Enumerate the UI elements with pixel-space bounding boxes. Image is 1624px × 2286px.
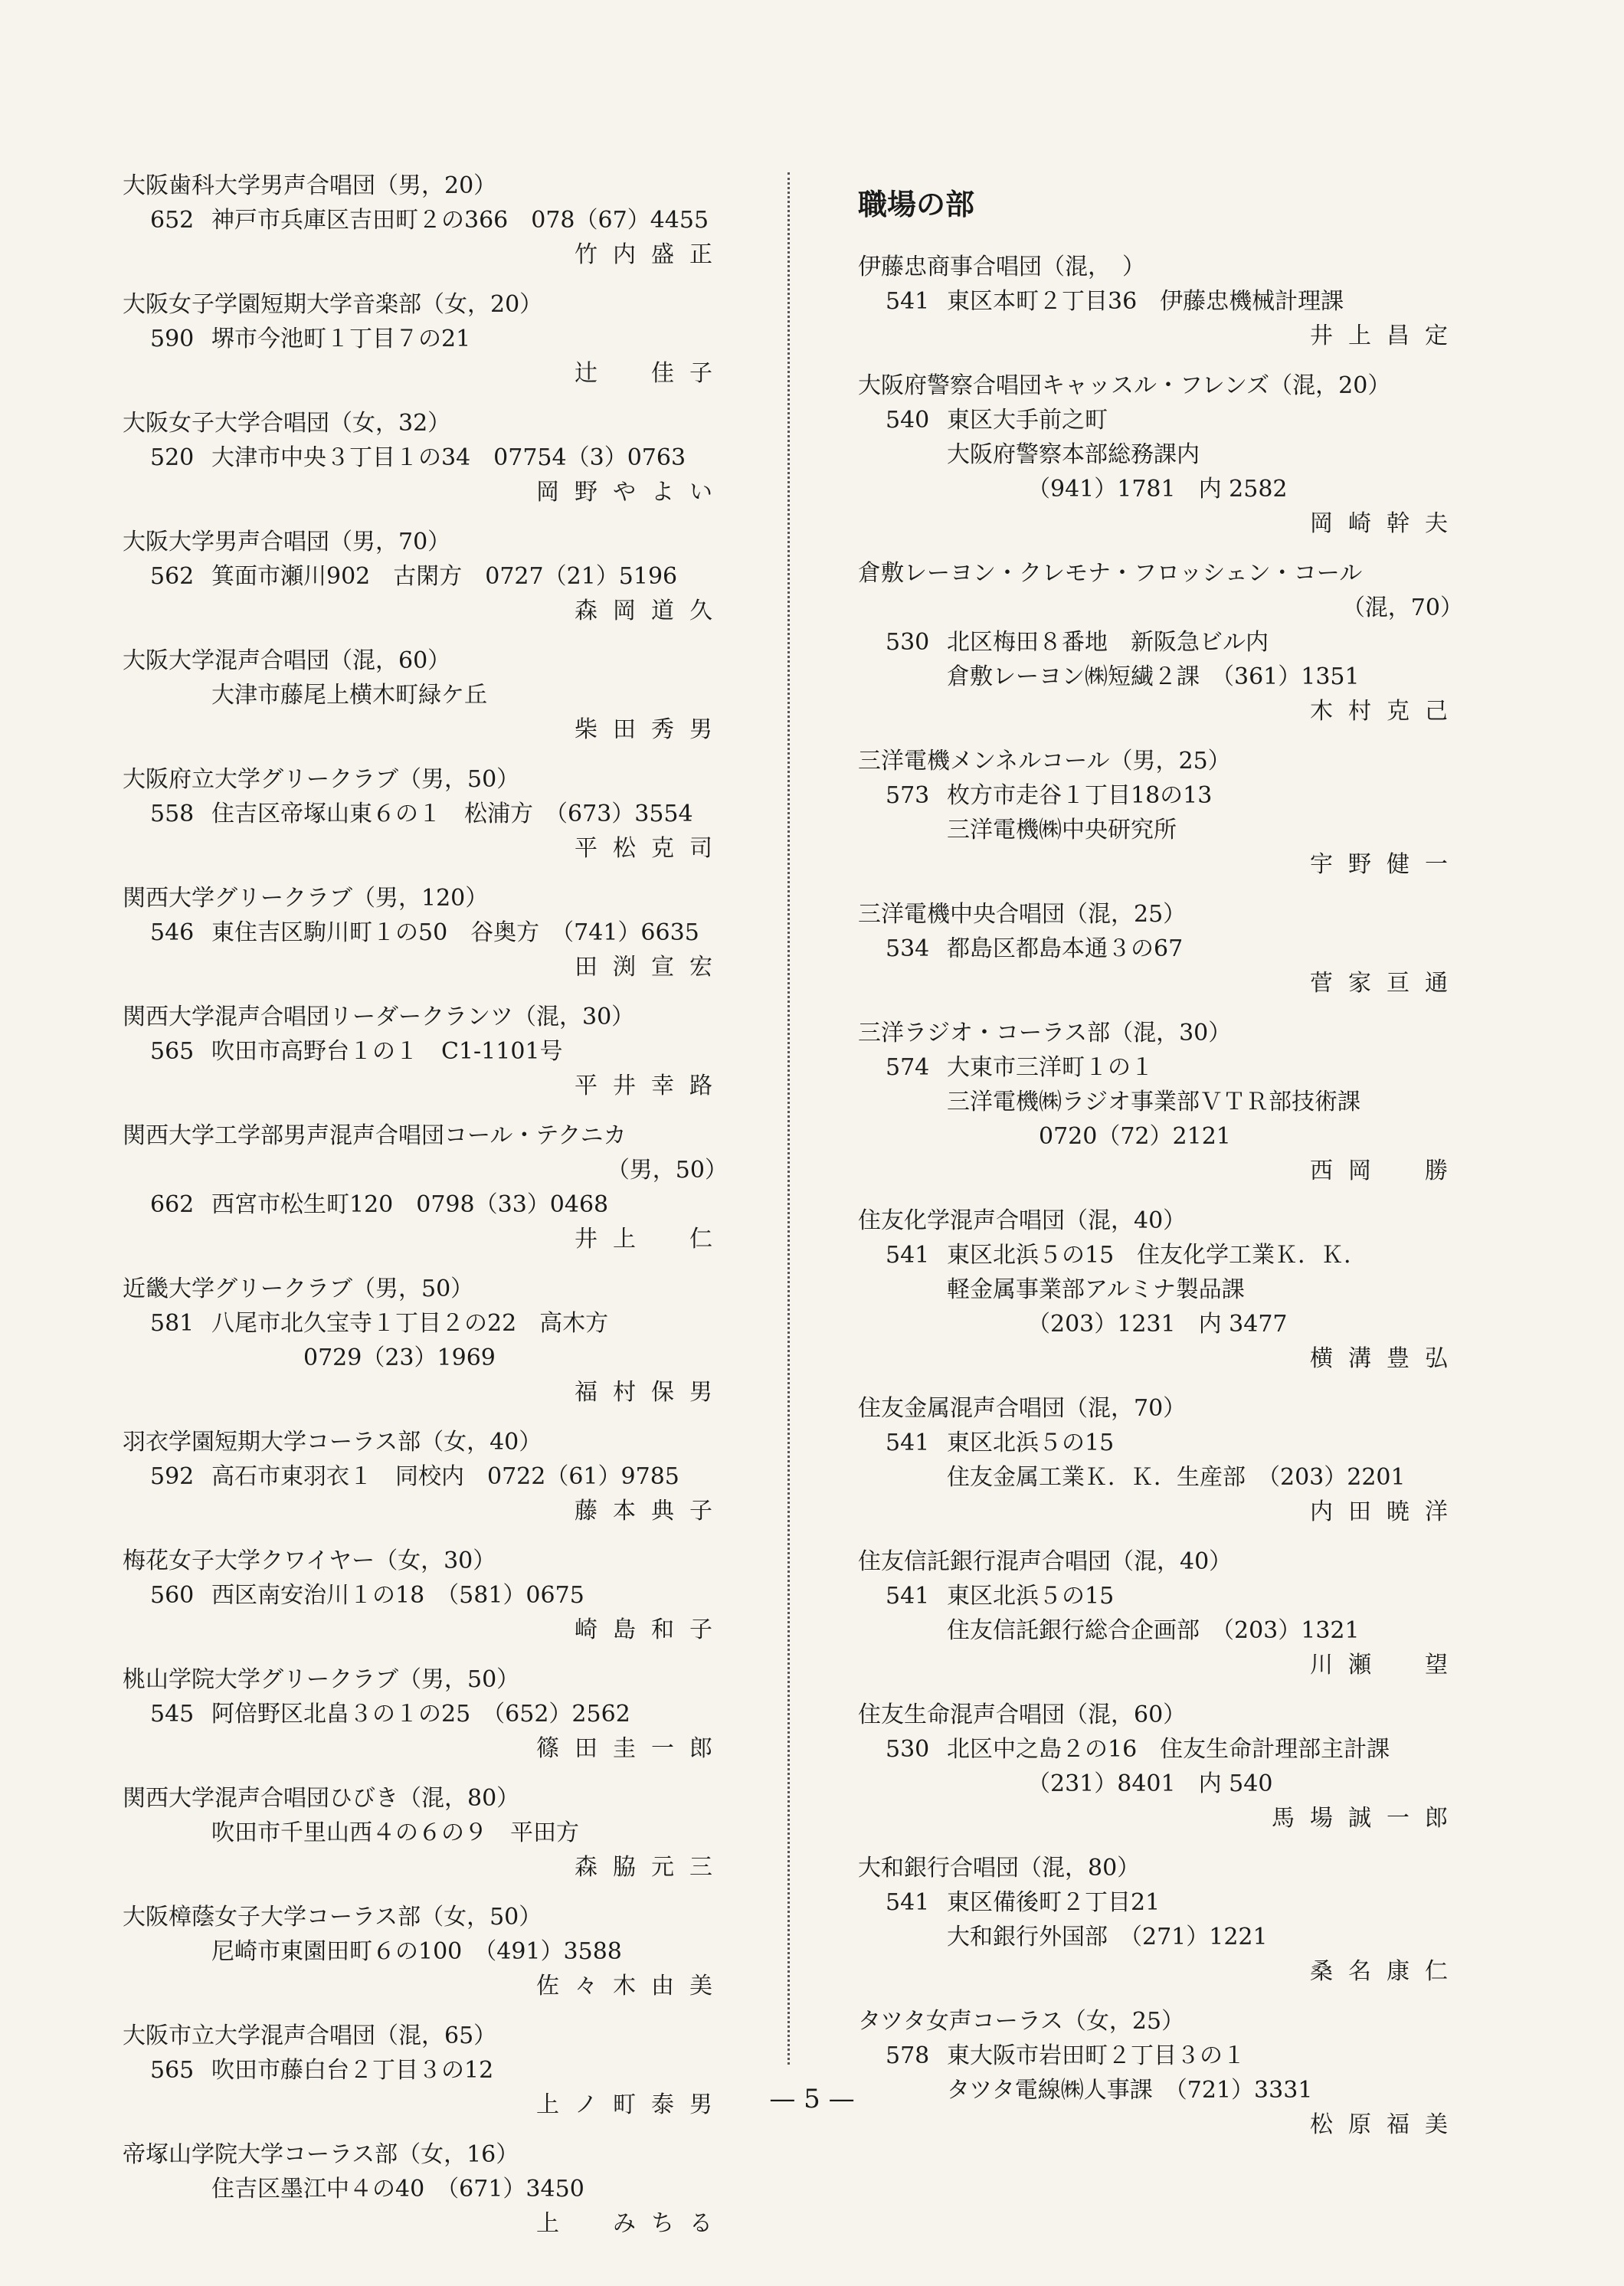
directory-entry: [123, 525, 728, 628]
contact-person: 木村克己: [1310, 698, 1463, 725]
address-line: [858, 1885, 1463, 1920]
choir-name: 大阪女子学園短期大学音楽部（女，20）: [123, 291, 543, 318]
postal-code: 574: [886, 1054, 930, 1081]
directory-entry: [858, 1544, 1463, 1682]
address-text: 東区北浜５の15: [947, 1430, 1115, 1456]
address-text: 東大阪市岩田町２丁目３の１: [947, 2042, 1246, 2069]
choir-name: 関西大学グリークラブ（男，120）: [123, 885, 489, 912]
postal-code: 573: [886, 782, 930, 809]
address-line: [123, 440, 728, 475]
left-column: [123, 169, 728, 2256]
postal-code: 652: [150, 207, 195, 234]
choir-name: 伊藤忠商事合唱団（混， ）: [858, 254, 1145, 280]
address-continuation: 0720（72）2121: [947, 1123, 1231, 1150]
choir-name: 大阪市立大学混声合唱団（混，65）: [123, 2022, 497, 2049]
choir-name: 帝塚山学院大学コーラス部（女，16）: [123, 2141, 519, 2168]
directory-entry: [858, 368, 1463, 541]
contact-person: 桑名康仁: [1310, 1958, 1463, 1985]
choir-tag: （混，70）: [1341, 594, 1463, 621]
directory-entry: [858, 897, 1463, 1001]
directory-entry: [858, 556, 1463, 729]
address-continuation: 大和銀行外国部 （271）1221: [947, 1924, 1268, 1950]
address-text: 西宮市松生町120 0798（33）0468: [211, 1191, 609, 1218]
address-text: 枚方市走谷１丁目18の13: [947, 782, 1213, 809]
address-continuation: 倉敷レーヨン㈱短繊２課 （361）1351: [947, 663, 1360, 690]
postal-code: 590: [150, 326, 195, 352]
address-continuation: 三洋電機㈱ラジオ事業部ＶＴＲ部技術課: [947, 1089, 1360, 1115]
right-column: [858, 169, 1463, 2157]
address-continuation: 0729（23）1969: [211, 1344, 496, 1371]
choir-name: 住友金属混声合唱団（混，70）: [858, 1395, 1187, 1422]
address-text: 高石市東羽衣１ 同校内 0722（61）9785: [211, 1463, 679, 1490]
contact-person: 森脇元三: [575, 1854, 728, 1881]
postal-code: 560: [150, 1582, 195, 1609]
address-line: [858, 1426, 1463, 1460]
contact-person: 竹内盛正: [575, 241, 728, 268]
address-line: [123, 1578, 728, 1613]
directory-entry: [123, 1544, 728, 1647]
postal-code: 541: [886, 288, 930, 315]
address-continuation: 住吉区墨江中４の40 （671）3450: [211, 2176, 584, 2202]
directory-entry: [858, 250, 1463, 353]
directory-entry: [123, 169, 728, 272]
postal-code: 562: [150, 563, 195, 590]
address-line: [858, 1238, 1463, 1272]
choir-name: タツタ女声コーラス（女，25）: [858, 2008, 1185, 2035]
postal-code: 520: [150, 444, 195, 471]
address-line: [123, 559, 728, 594]
address-line: [123, 797, 728, 831]
contact-person: 内田暁洋: [1310, 1498, 1463, 1525]
contact-person: 篠田圭一郎: [536, 1735, 728, 1762]
postal-code: 530: [886, 1736, 930, 1763]
column-divider: [787, 172, 790, 2065]
postal-code: 565: [150, 1038, 195, 1065]
address-text: 大東市三洋町１の１: [947, 1054, 1154, 1081]
postal-code: 565: [150, 2057, 195, 2084]
contact-person: 岡崎幹夫: [1310, 510, 1463, 537]
postal-code: 541: [886, 1430, 930, 1456]
choir-name: 住友化学混声合唱団（混，40）: [858, 1207, 1187, 1234]
postal-code: 545: [150, 1701, 195, 1728]
contact-person: 森岡道久: [575, 598, 728, 624]
choir-name: 関西大学工学部男声混声合唱団コール・テクニカ: [123, 1122, 627, 1149]
postal-code: 540: [886, 407, 930, 434]
contact-person: 宇野健一: [1310, 851, 1463, 878]
address-text: 東区大手前之町: [947, 407, 1108, 434]
address-line: [123, 1034, 728, 1069]
directory-entry: [123, 1118, 728, 1256]
directory-entry: [123, 1272, 728, 1410]
directory-entry: [123, 287, 728, 391]
address-text: 東区本町２丁目36 伊藤忠機械計理課: [947, 288, 1344, 315]
directory-entry: [123, 1662, 728, 1766]
address-line: [123, 1187, 728, 1222]
address-line: [123, 203, 728, 237]
contact-person: 佐々木由美: [536, 1973, 728, 1999]
contact-person: 辻 佳子: [575, 360, 728, 387]
postal-code: 592: [150, 1463, 195, 1490]
directory-entry: [858, 1391, 1463, 1529]
contact-person: 岡野やよい: [536, 479, 728, 506]
address-line: [123, 1459, 728, 1494]
address-line: [858, 1732, 1463, 1767]
contact-person: 川瀬 望: [1310, 1652, 1463, 1678]
choir-name: 桃山学院大学グリークラブ（男，50）: [123, 1666, 520, 1693]
address-text: 東区北浜５の15 住友化学工業Ｋ．Ｋ．: [947, 1242, 1367, 1269]
address-text: 東区北浜５の15: [947, 1583, 1115, 1610]
directory-entry: [123, 881, 728, 984]
address-text: 箕面市瀬川902 古閑方 0727（21）5196: [211, 563, 678, 590]
address-continuation: 住友信託銀行総合企画部 （203）1321: [947, 1617, 1360, 1644]
contact-person: 西岡 勝: [1310, 1158, 1463, 1184]
postal-code: 530: [886, 629, 930, 656]
contact-person: 菅家亘通: [1310, 970, 1463, 997]
choir-name: 大阪府立大学グリークラブ（男，50）: [123, 766, 520, 793]
contact-person: 井上 仁: [575, 1226, 728, 1253]
address-line: [858, 2039, 1463, 2073]
choir-name: 住友生命混声合唱団（混，60）: [858, 1701, 1187, 1728]
section-title: 職場の部: [858, 188, 975, 221]
address-line: [858, 1050, 1463, 1085]
address-text: 大津市中央３丁目１の34 07754（3）0763: [211, 444, 686, 471]
postal-code: 541: [886, 1583, 930, 1610]
choir-name: 三洋ラジオ・コーラス部（混，30）: [858, 1020, 1232, 1046]
directory-entry: [123, 1000, 728, 1103]
address-line: [858, 403, 1463, 437]
address-text: 北区梅田８番地 新阪急ビル内: [947, 629, 1269, 656]
address-text: 北区中之島２の16 住友生命計理部主計課: [947, 1736, 1390, 1763]
address-text: 都島区都島本通３の67: [947, 935, 1184, 962]
choir-name: 大阪大学男声合唱団（男，70）: [123, 529, 451, 555]
address-text: 阿倍野区北畠３の１の25 （652）2562: [211, 1701, 630, 1728]
address-text: 神戸市兵庫区吉田町２の366 078（67）4455: [211, 207, 709, 234]
choir-name: 大阪大学混声合唱団（混，60）: [123, 647, 451, 674]
directory-entry: [858, 1698, 1463, 1836]
choir-name: 近畿大学グリークラブ（男，50）: [123, 1276, 474, 1302]
choir-name: 三洋電機メンネルコール（男，25）: [858, 748, 1231, 775]
contact-person: 横溝豊弘: [1310, 1345, 1463, 1372]
directory-entry: [858, 744, 1463, 882]
address-line: [123, 1697, 728, 1731]
address-continuation: タツタ電線㈱人事課 （721）3331: [947, 2077, 1313, 2104]
address-continuation: 吹田市千里山西４の６の９ 平田方: [211, 1819, 579, 1846]
address-continuation: 住友金属工業Ｋ．Ｋ．生産部 （203）2201: [947, 1464, 1406, 1491]
directory-entry: [123, 1425, 728, 1528]
address-line: [123, 322, 728, 356]
directory-entry: [123, 762, 728, 866]
contact-person: 平松克司: [575, 835, 728, 862]
address-line: [858, 625, 1463, 660]
address-text: 住吉区帝塚山東６の１ 松浦方 （673）3554: [211, 801, 693, 827]
address-continuation: （231）8401 内 540: [947, 1770, 1273, 1797]
postal-code: 541: [886, 1889, 930, 1916]
contact-person: 平井幸路: [575, 1073, 728, 1099]
address-text: 堺市今池町１丁目７の21: [211, 326, 471, 352]
postal-code: 534: [886, 935, 930, 962]
directory-entry: [123, 644, 728, 747]
address-line: [858, 284, 1463, 319]
directory-entry: [123, 1900, 728, 2003]
contact-person: 柴田秀男: [575, 716, 728, 743]
contact-person: 松原福美: [1310, 2111, 1463, 2138]
choir-name: 梅花女子大学クワイヤー（女，30）: [123, 1547, 496, 1574]
directory-entry: [858, 1016, 1463, 1188]
choir-name: 羽衣学園短期大学コーラス部（女，40）: [123, 1429, 542, 1456]
address-line: [123, 1306, 728, 1341]
address-text: 八尾市北久宝寺１丁目２の22 高木方: [211, 1310, 609, 1337]
postal-code: 546: [150, 919, 195, 946]
address-text: 東区備後町２丁目21: [947, 1889, 1161, 1916]
choir-name: 大阪女子大学合唱団（女，32）: [123, 410, 451, 437]
choir-tag: （男，50）: [606, 1157, 728, 1184]
contact-person: 井上昌定: [1310, 323, 1463, 349]
address-line: [858, 1579, 1463, 1613]
directory-entry: [858, 1204, 1463, 1376]
directory-entry: [858, 1851, 1463, 1989]
directory-entry: [123, 406, 728, 509]
address-continuation: 三洋電機㈱中央研究所: [947, 817, 1177, 843]
contact-person: 藤本典子: [575, 1498, 728, 1525]
contact-person: 田渕宣宏: [575, 954, 728, 981]
directory-entry: [123, 2137, 728, 2241]
page-number: — 5 —: [769, 2084, 855, 2114]
address-continuation: （941）1781 内 2582: [947, 476, 1288, 503]
contact-person: 上ノ町泰男: [536, 2091, 728, 2118]
choir-name: 大阪歯科大学男声合唱団（男，20）: [123, 172, 497, 199]
choir-name: 関西大学混声合唱団リーダークランツ（混，30）: [123, 1004, 635, 1030]
postal-code: 578: [886, 2042, 930, 2069]
choir-name: 倉敷レーヨン・クレモナ・フロッシェン・コール: [858, 560, 1363, 587]
choir-name: 大和銀行合唱団（混，80）: [858, 1855, 1141, 1882]
postal-code: 581: [150, 1310, 195, 1337]
address-continuation: 軽金属事業部アルミナ製品課: [947, 1276, 1245, 1303]
address-line: [123, 915, 728, 950]
choir-name: 住友信託銀行混声合唱団（混，40）: [858, 1548, 1233, 1575]
choir-name: 関西大学混声合唱団ひびき（混，80）: [123, 1785, 520, 1812]
address-line: [858, 778, 1463, 813]
contact-person: 福村保男: [575, 1379, 728, 1406]
address-continuation: 大阪府警察本部総務課内: [947, 441, 1200, 468]
address-text: 東住吉区駒川町１の50 谷奥方 （741）6635: [211, 919, 699, 946]
directory-entry: [858, 2004, 1463, 2142]
choir-name: 大阪府警察合唱団キャッスル・フレンズ（混，20）: [858, 372, 1391, 399]
postal-code: 558: [150, 801, 195, 827]
postal-code: 662: [150, 1191, 195, 1218]
address-continuation: 大津市藤尾上横木町緑ケ丘: [211, 682, 487, 709]
address-text: 西区南安治川１の18 （581）0675: [211, 1582, 584, 1609]
address-text: 吹田市藤白台２丁目３の12: [211, 2057, 494, 2084]
address-line: [858, 932, 1463, 966]
contact-person: 馬場誠一郎: [1272, 1805, 1463, 1832]
address-continuation: 尼崎市東園田町６の100 （491）3588: [211, 1938, 622, 1965]
contact-person: 崎島和子: [575, 1616, 728, 1643]
address-line: [123, 2053, 728, 2088]
contact-person: 上 みちる: [536, 2210, 728, 2237]
choir-name: 三洋電機中央合唱団（混，25）: [858, 901, 1187, 928]
address-text: 吹田市高野台１の１ C1-1101号: [211, 1038, 563, 1065]
choir-name: 大阪樟蔭女子大学コーラス部（女，50）: [123, 1904, 542, 1931]
postal-code: 541: [886, 1242, 930, 1269]
directory-entry: [123, 1781, 728, 1885]
address-continuation: （203）1231 内 3477: [947, 1311, 1288, 1338]
